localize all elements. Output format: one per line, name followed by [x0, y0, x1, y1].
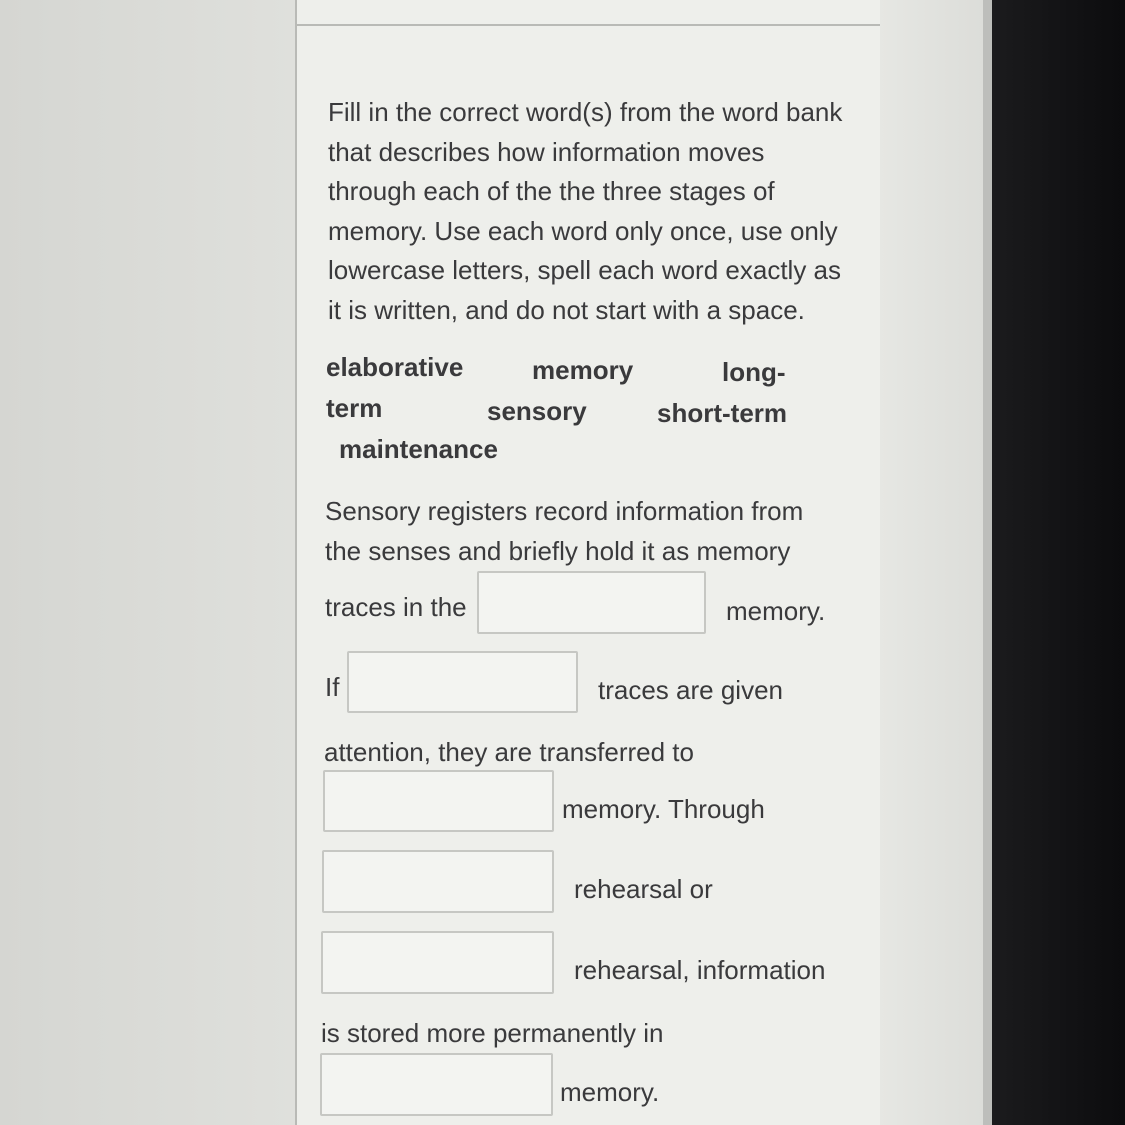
- word-bank-item: term: [326, 393, 383, 423]
- word-bank-item: short-term: [657, 398, 788, 428]
- passage-text: the senses and briefly hold it as memory: [325, 536, 791, 566]
- passage-text: memory.: [560, 1077, 660, 1107]
- monitor-bezel-edge: [983, 0, 992, 1125]
- question-instructions: Fill in the correct word(s) from the word bank that describes how information moves through each of the the three stages of memory. Use each word only once, use only lowercase letters, spell each word exactly as it is written, and do not start with a space.: [328, 97, 843, 325]
- passage-text: If: [325, 672, 340, 702]
- word-bank-item: sensory: [487, 396, 587, 426]
- passage-text: Sensory registers record information from: [325, 496, 804, 526]
- blank-input-4[interactable]: [322, 850, 554, 913]
- blank-input-1[interactable]: [477, 571, 706, 634]
- passage-text: rehearsal, information: [574, 955, 826, 985]
- passage-text: memory.: [726, 596, 826, 626]
- passage-text: is stored more permanently in: [321, 1018, 664, 1048]
- word-bank-item: long-: [722, 357, 786, 387]
- panel-divider: [297, 24, 880, 26]
- blank-input-5[interactable]: [321, 931, 554, 994]
- background-right: [880, 0, 983, 1125]
- background-left: [0, 0, 295, 1125]
- blank-input-3[interactable]: [323, 770, 554, 832]
- word-bank-item: maintenance: [339, 434, 498, 464]
- passage-text: memory. Through: [562, 794, 765, 824]
- passage-text: rehearsal or: [574, 874, 713, 904]
- blank-input-6[interactable]: [320, 1053, 553, 1116]
- passage-text: attention, they are transferred to: [324, 737, 694, 767]
- passage-text: traces are given: [598, 675, 783, 705]
- passage-text: traces in the: [325, 592, 467, 622]
- word-bank-item: elaborative: [326, 352, 464, 382]
- blank-input-2[interactable]: [347, 651, 578, 713]
- monitor-bezel: [992, 0, 1125, 1125]
- word-bank-item: memory: [532, 355, 634, 385]
